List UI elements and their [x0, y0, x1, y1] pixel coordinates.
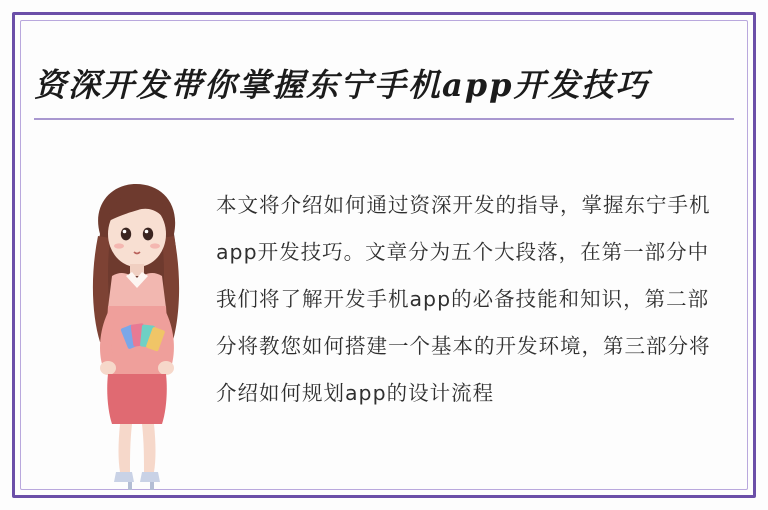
body-paragraph: 本文将介绍如何通过资深开发的指导，掌握东宁手机app开发技巧。文章分为五个大段落，在第一部分中我们将了解开发手机app的必备技能和知识，第二部分将教您如何搭建一个基本的开发环境，第三部分将介绍如何规划app的设计流程 [216, 193, 711, 405]
page-title: 资深开发带你掌握东宁手机app开发技巧 [34, 66, 650, 104]
anime-girl-illustration [62, 176, 212, 496]
title-divider [34, 118, 734, 120]
